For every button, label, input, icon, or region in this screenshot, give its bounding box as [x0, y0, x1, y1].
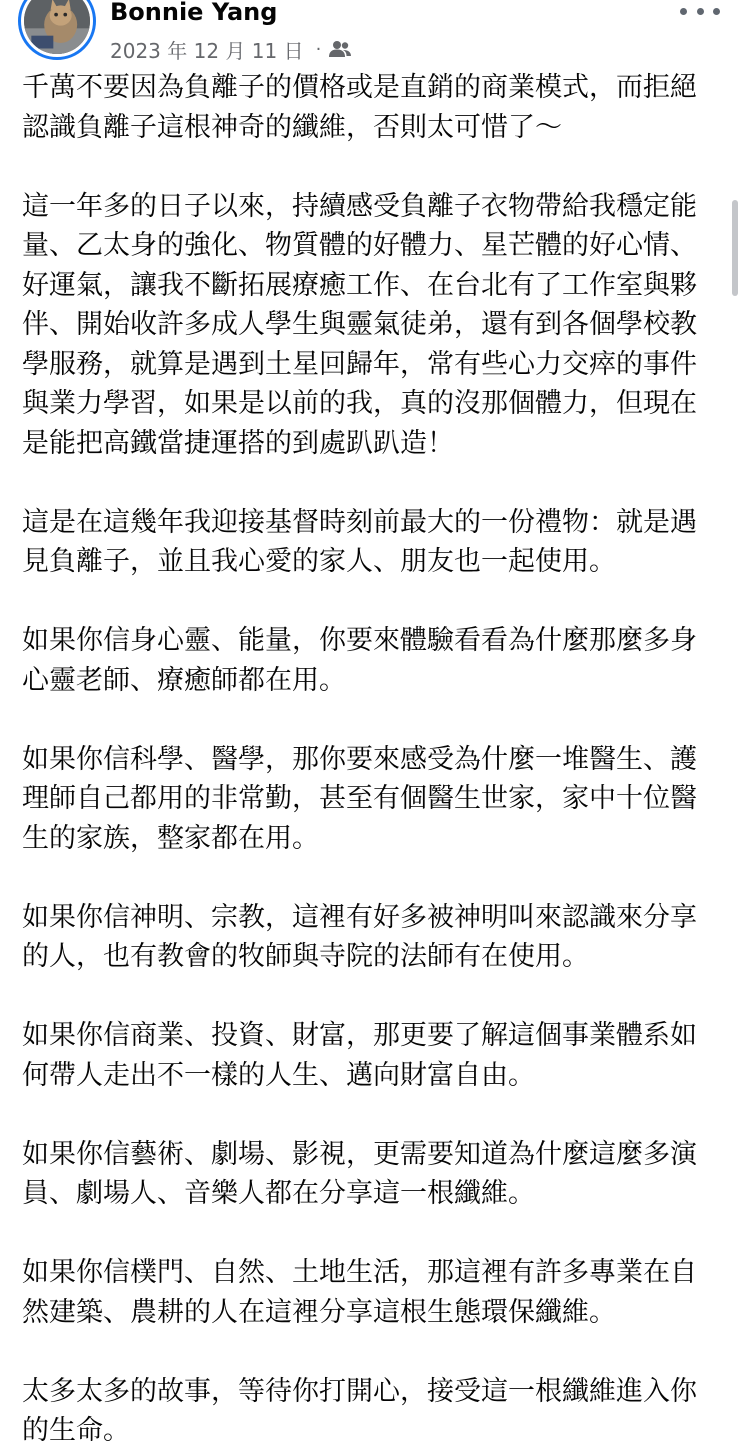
post-paragraph: 這是在這幾年我迎接基督時刻前最大的一份禮物：就是遇 見負離子，並且我心愛的家人、朋友也一起使用。	[22, 506, 697, 577]
more-options-icon	[680, 8, 687, 15]
profile-photo-icon	[24, 0, 90, 54]
friends-icon[interactable]	[329, 40, 351, 58]
meta-separator: ·	[315, 38, 322, 60]
post-meta	[110, 35, 351, 63]
scrollbar[interactable]	[732, 200, 738, 296]
avatar-photo	[24, 0, 90, 54]
more-options-icon	[697, 8, 704, 15]
post-paragraph: 如果你信商業、投資、財富，那更要了解這個事業體系如 何帶人走出不一樣的人生、邁向財富自由。	[22, 1020, 697, 1091]
post-paragraph: 如果你信樸門、自然、土地生活，那這裡有許多專業在自 然建築、農耕的人在這裡分享這根生態環保纖維。	[22, 1257, 697, 1328]
post-text	[22, 68, 722, 1451]
post-paragraph: 如果你信科學、醫學，那你要來感受為什麼一堆醫生、護 理師自己都用的非常勤，甚至有個醫生世家，家中十位醫 生的家族，整家都在用。	[22, 743, 697, 854]
more-options-icon	[713, 8, 720, 15]
author-name[interactable]: Bonnie Yang	[110, 0, 278, 26]
post-header	[0, 0, 740, 70]
more-options-button[interactable]	[680, 2, 720, 20]
post-paragraph: 太多太多的故事，等待你打開心，接受這一根纖維進入你 的生命。	[22, 1375, 697, 1446]
post-paragraph: 如果你信藝術、劇場、影視，更需要知道為什麼這麼多演 員、劇場人、音樂人都在分享這一根纖維。	[22, 1138, 697, 1209]
post-paragraph: 如果你信身心靈、能量，你要來體驗看看為什麼那麼多身 心靈老師、療癒師都在用。	[22, 625, 697, 696]
avatar[interactable]	[18, 0, 96, 60]
post-date[interactable]: 2023 年 12 月 11 日	[110, 38, 304, 63]
post-paragraph: 如果你信神明、宗教，這裡有好多被神明叫來認識來分享 的人，也有教會的牧師與寺院的法師有在使用。	[22, 901, 697, 972]
post-paragraph: 這一年多的日子以來，持續感受負離子衣物帶給我穩定能 量、乙太身的強化、物質體的好體力、星芒體的好心情、 好運氣，讓我不斷拓展療癒工作、在台北有了工作室與夥 伴、開始收許多成人學生與靈氣徒弟，還有到各個學校教 學服務，就算是遇到土星回歸年，常有些心力交瘁的事件 與業力學習，如果是以前的我，真的沒那個體力，但現在 是能把高鐵當捷運搭的到處趴趴造！	[22, 190, 697, 459]
post-paragraph: 千萬不要因為負離子的價格或是直銷的商業模式，而拒絕 認識負離子這根神奇的纖維，否則太可惜了～	[22, 72, 697, 143]
